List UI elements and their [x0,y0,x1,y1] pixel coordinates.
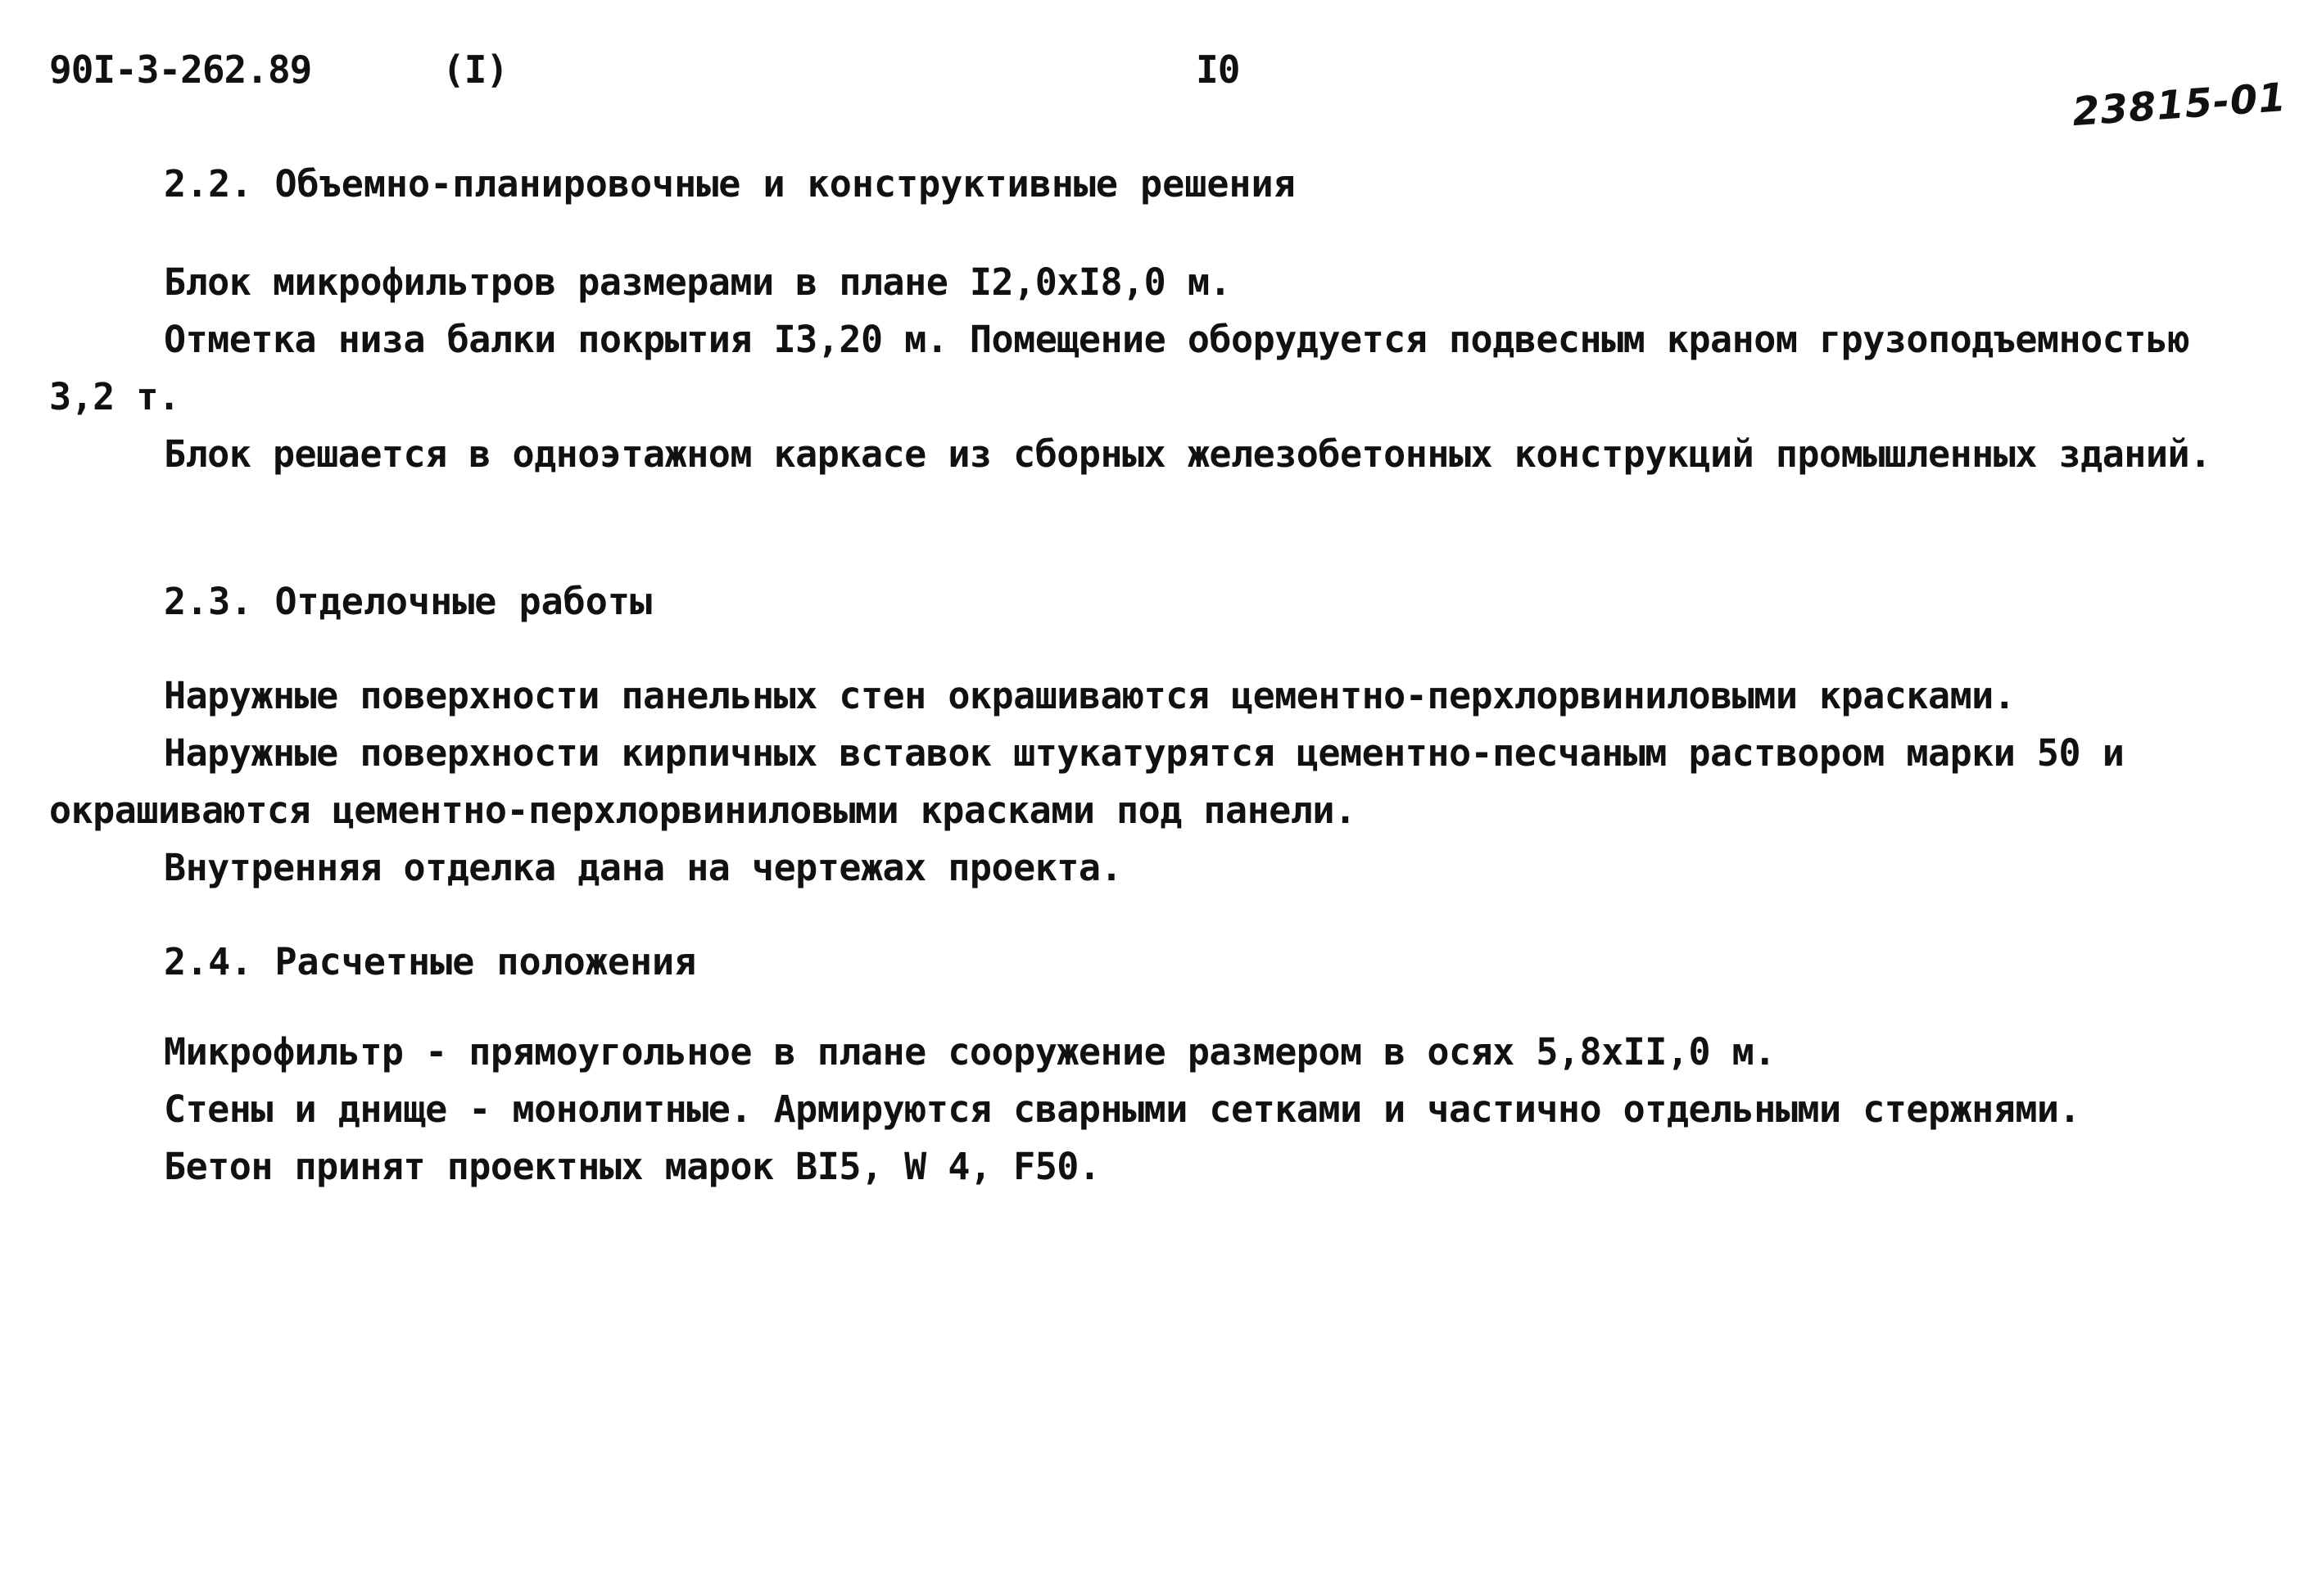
section-body-2-2 [49,254,2261,483]
section-title: 2.4. Расчетные положения [164,940,697,983]
section-heading-2-2 [49,156,2261,213]
handwritten-number: 23815-01 [2071,74,2288,136]
document-code: 90I-3-262.89 [49,47,312,92]
paragraph: Отметка низа балки покрытия I3,20 м. Помещение оборудуется подвесным краном грузоподъемностью 3,2 т. [49,318,2190,418]
section-title: 2.3. Отделочные работы [164,580,653,623]
section-heading-2-4 [49,934,2261,991]
sheet-designation: (I) [442,47,509,92]
section-body-2-3 [49,667,2261,897]
paragraph: Бетон принят проектных марок BI5, W 4, F50. [164,1145,1101,1188]
paragraph: Блок микрофильтров размерами в плане I2,0xI8,0 м. [164,260,1232,304]
paragraph: Стены и днище - монолитные. Армируются сварными сетками и частично отдельными стержнями. [164,1087,2081,1131]
paragraph: Внутренняя отделка дана на чертежах проекта. [164,846,1123,889]
paragraph: Блок решается в одноэтажном каркасе из сборных железобетонных конструкций промышленных зданий. [164,432,2211,476]
page-number: I0 [1196,47,1240,92]
section-heading-2-3 [49,573,2261,631]
section-title: 2.2. Объемно-планировочные и конструктивные решения [164,162,1296,206]
section-body-2-4 [49,1024,2261,1196]
paragraph: Наружные поверхности панельных стен окрашиваются цементно-перхлорвиниловыми красками. [164,674,2016,717]
paragraph: Микрофильтр - прямоугольное в плане сооружение размером в осях 5,8xII,0 м. [164,1030,1776,1074]
paragraph: Наружные поверхности кирпичных вставок штукатурятся цементно-песчаным раствором марки 50 и окрашиваются цементно-перхлорвиниловыми красками под панели. [49,731,2125,832]
